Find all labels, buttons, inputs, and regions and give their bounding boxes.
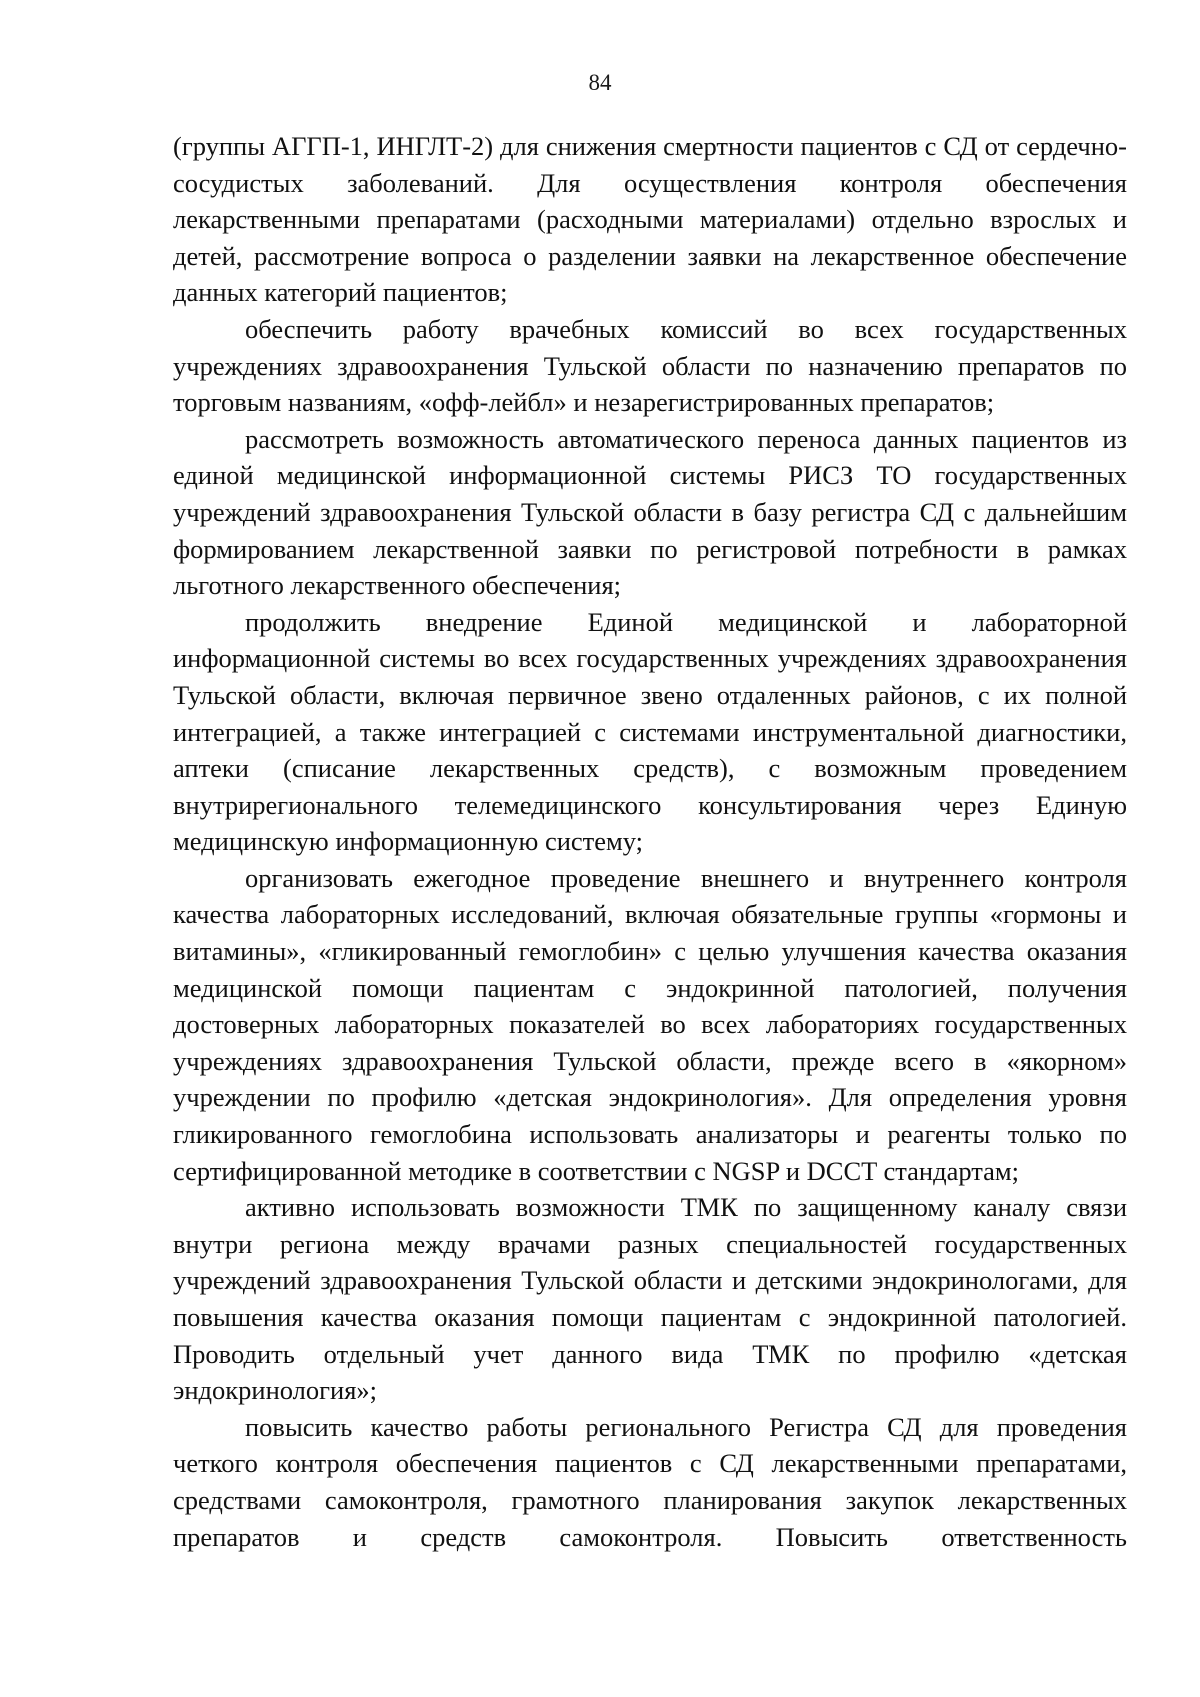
paragraph-continuation: (группы АГГП-1, ИНГЛТ-2) для снижения смертности пациентов с СД от сердечно-сосудистых заболеваний. Для осуществления контроля обеспечения лекарственными препаратами (расходными материалами) отдельно взрослых и детей, рассмотрение вопроса о разделении заявки на лекарственное обеспечение данных категорий пациентов; [173,131,1127,308]
paragraph-data-transfer: рассмотреть возможность автоматического переноса данных пациентов из единой медицинской информационной системы РИСЗ ТО государственных учреждений здравоохранения Тульской области в базу регистра СД с дальнейшим формированием лекарственной заявки по регистровой потребности в рамках льготного лекарственного обеспечения; [173,423,1127,601]
document-body [173,128,1127,1555]
paragraph-medical-commissions: обеспечить работу врачебных комиссий во всех государственных учреждениях здравоохранения Тульской области по назначению препаратов по торговым названиям, «офф-лейбл» и незарегистрированных препаратов; [173,313,1127,418]
paragraph-information-system: продолжить внедрение Единой медицинской и лабораторной информационной системы во всех государственных учреждениях здравоохранения Тульской области, включая первичное звено отдаленных районов, с их полной интеграцией, а также интеграцией с системами инструментальной диагностики, аптеки (списание лекарственных средств), с возможным проведением внутрирегионального телемедицинского консультирования через Единую медицинскую информационную систему; [173,606,1127,857]
paragraph-lab-quality-control: организовать ежегодное проведение внешнего и внутреннего контроля качества лабораторных исследований, включая обязательные группы «гормоны и витамины», «гликированный гемоглобин» с целью улучшения качества оказания медицинской помощи пациентам с эндокринной патологией, получения достоверных лабораторных показателей во всех лабораториях государственных учреждениях здравоохранения Тульской области, прежде всего в «якорном» учреждении по профилю «детская эндокринология». Для определения уровня гликированного гемоглобина использовать анализаторы и реагенты только по сертифицированной методике в соответствии с NGSP и DCCT стандартам; [173,862,1127,1186]
paragraph-telemedicine: активно использовать возможности ТМК по защищенному каналу связи внутри региона между врачами разных специальностей государственных учреждений здравоохранения Тульской области и детскими эндокринологами, для повышения качества оказания помощи пациентам с эндокринной патологией. Проводить отдельный учет данного вида ТМК по профилю «детская эндокринология»; [173,1192,1127,1406]
page-number: 84 [588,70,612,95]
paragraph-registry-quality: повысить качество работы регионального Регистра СД для проведения четкого контроля обеспечения пациентов с СД лекарственными препаратами, средствами самоконтроля, грамотного планирования закупок лекарственных препаратов и средств самоконтроля. Повысить ответственность [173,1411,1127,1552]
